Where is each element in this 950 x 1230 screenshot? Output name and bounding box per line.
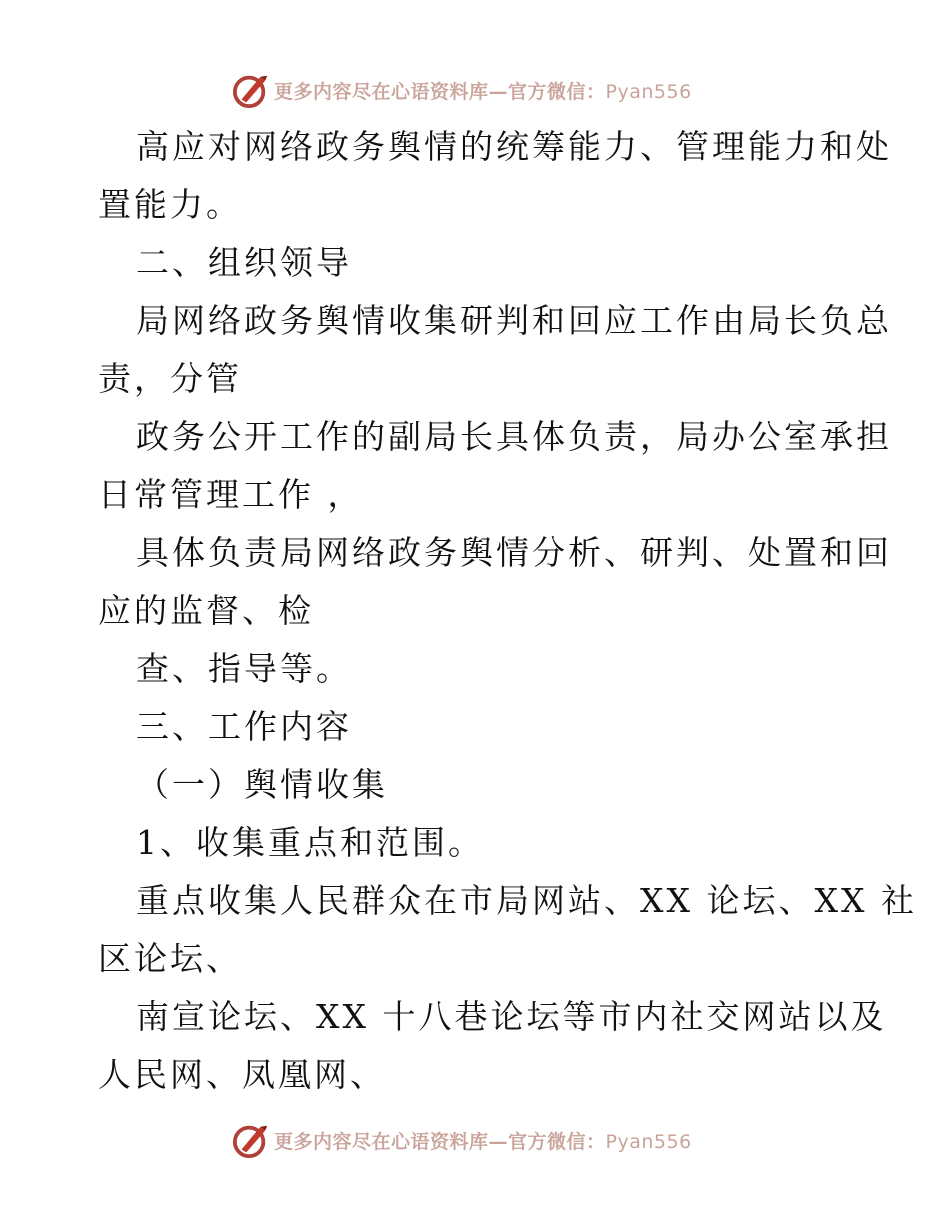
watermark-text: 更多内容尽在心语资料库—官方微信：Pyan556 xyxy=(274,80,692,103)
text-line: 应的监督、检 xyxy=(98,591,314,630)
watermark-id: Pyan556 xyxy=(605,1130,692,1153)
footer-watermark xyxy=(232,1120,692,1160)
text-line: 具体负责局网络政务舆情分析、研判、处置和回 xyxy=(136,533,892,572)
text-line: 高应对网络政务舆情的统筹能力、管理能力和处 xyxy=(136,127,892,166)
pen-logo-icon xyxy=(232,1121,270,1159)
header-watermark xyxy=(232,70,692,110)
text-line: 人民网、凤凰网、 xyxy=(98,1055,386,1094)
text-line: 三、工作内容 xyxy=(136,707,352,746)
text-line: 1、收集重点和范围。 xyxy=(136,823,484,862)
text-line: 置能力。 xyxy=(98,185,242,224)
watermark-id: Pyan556 xyxy=(605,80,692,103)
text-line: 政务公开工作的副局长具体负责，局办公室承担 xyxy=(136,417,892,456)
watermark-text: 更多内容尽在心语资料库—官方微信：Pyan556 xyxy=(274,1130,692,1153)
text-line: 区论坛、 xyxy=(98,939,242,978)
text-line: 责，分管 xyxy=(98,359,242,398)
text-line: 局网络政务舆情收集研判和回应工作由局长负总 xyxy=(136,301,892,340)
text-line: 南宣论坛、XX 十八巷论坛等市内社交网站以及 xyxy=(136,997,887,1036)
text-line: 二、组织领导 xyxy=(136,243,352,282)
pen-logo-icon xyxy=(232,71,270,109)
text-line: （一）舆情收集 xyxy=(136,765,388,804)
text-line: 重点收集人民群众在市局网站、XX 论坛、XX 社 xyxy=(136,881,917,920)
document-body xyxy=(98,118,917,1104)
text-line: 日常管理工作 ， xyxy=(98,475,364,514)
text-line: 查、指导等。 xyxy=(136,649,352,688)
